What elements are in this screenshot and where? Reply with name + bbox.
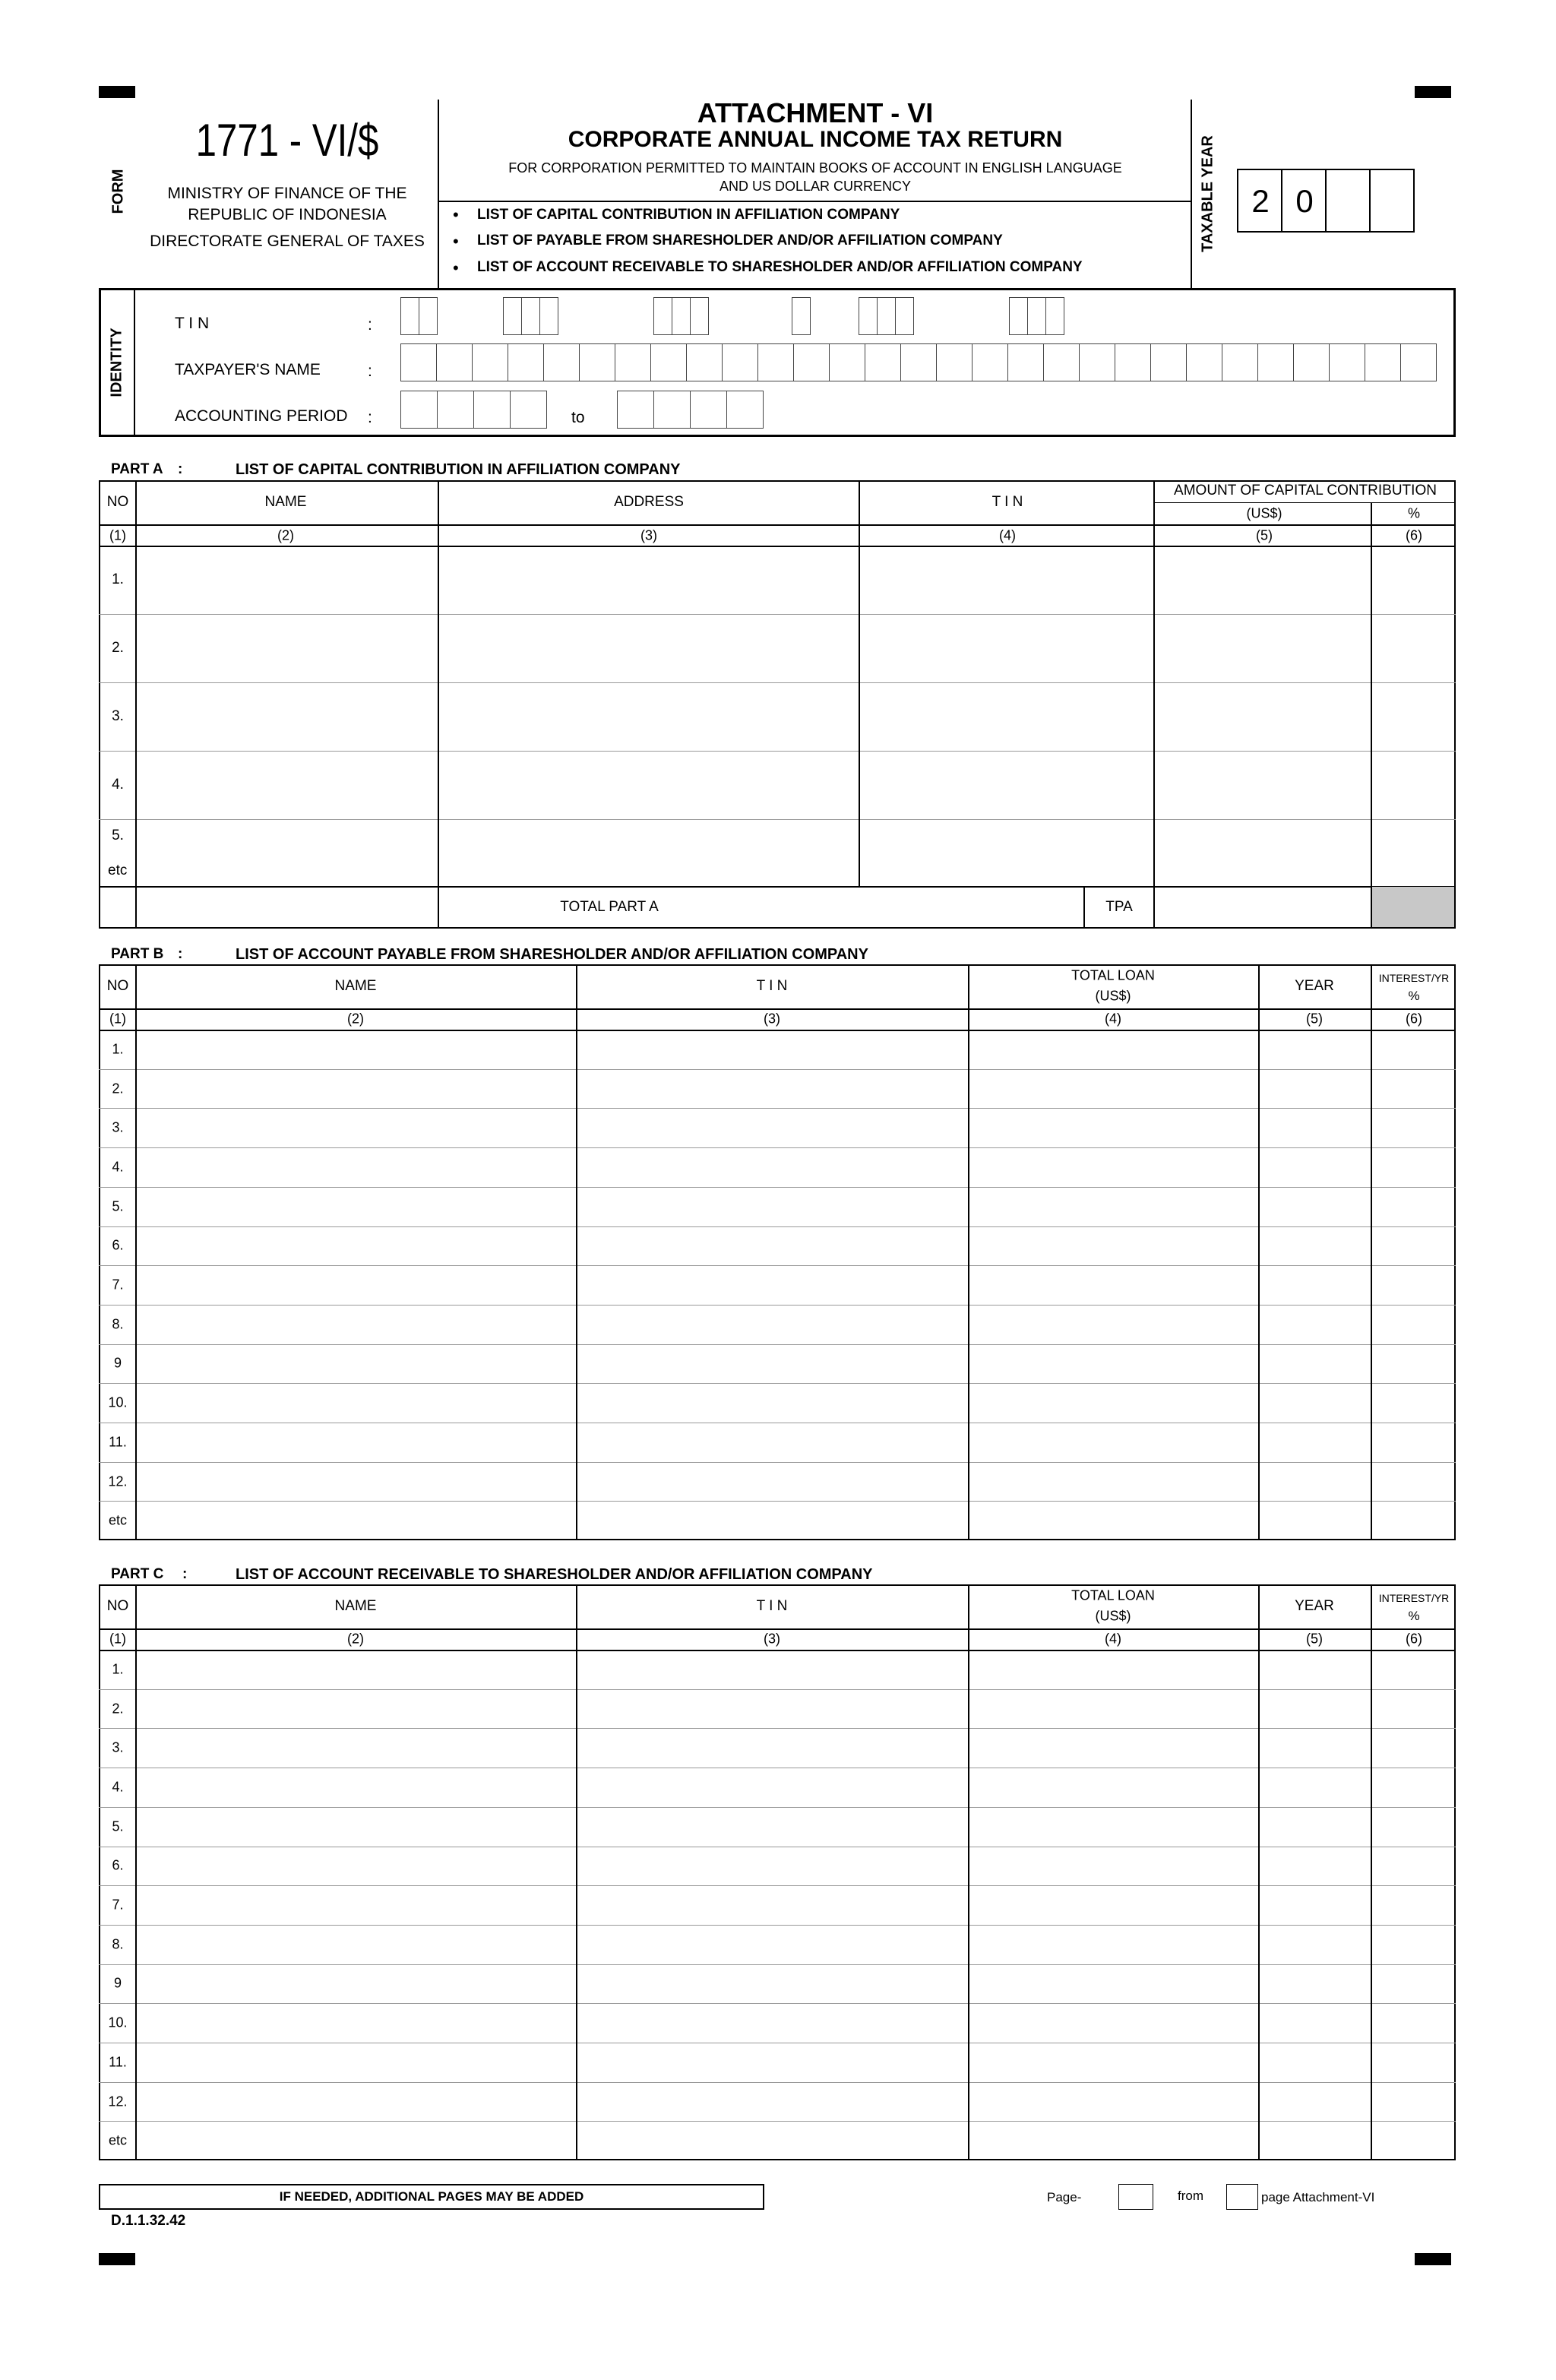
col-number: (5) xyxy=(1256,527,1273,543)
col-divider xyxy=(1371,1584,1372,2160)
part-a-label: PART A xyxy=(111,461,163,477)
col-number: (6) xyxy=(1406,527,1422,543)
row-divider xyxy=(99,1501,1456,1502)
name-char-box[interactable] xyxy=(1115,343,1151,381)
col-header-no: NO xyxy=(106,494,129,510)
tin-char-box[interactable] xyxy=(1009,297,1028,335)
row-number: 2. xyxy=(112,640,124,656)
tin-label: T I N xyxy=(175,315,210,332)
row-number: 1. xyxy=(112,1041,124,1057)
registration-mark-top-right xyxy=(1415,86,1451,98)
col-header-name: NAME xyxy=(334,1598,377,1614)
col-divider xyxy=(135,480,137,929)
row-number: 2. xyxy=(112,1081,124,1097)
name-char-box[interactable] xyxy=(686,343,723,381)
header-middle-rule xyxy=(438,201,1192,202)
col-header-interest: INTEREST/YR xyxy=(1378,1592,1450,1604)
subtitle-line-2: AND US DOLLAR CURRENCY xyxy=(719,179,912,194)
accounting-period-label: ACCOUNTING PERIOD xyxy=(175,407,348,425)
col-header-year: YEAR xyxy=(1295,978,1334,994)
tin-char-box[interactable] xyxy=(1027,297,1046,335)
col-divider xyxy=(135,1584,137,2160)
row-divider xyxy=(99,1728,1456,1729)
row-number: 1. xyxy=(112,571,124,587)
row-divider xyxy=(99,1807,1456,1808)
name-char-box[interactable] xyxy=(1150,343,1187,381)
taxpayer-name-label: TAXPAYER'S NAME xyxy=(175,361,321,378)
name-char-box[interactable] xyxy=(1365,343,1401,381)
name-char-box[interactable] xyxy=(900,343,937,381)
col-header-percent: % xyxy=(1408,1609,1420,1623)
total-pages-box[interactable] xyxy=(1226,2184,1258,2210)
form-vertical-label: FORM xyxy=(109,169,127,214)
row-divider xyxy=(99,1344,1456,1345)
part-b-title: LIST OF ACCOUNT PAYABLE FROM SHARESHOLDER AND/OR AFFILIATION COMPANY xyxy=(236,946,868,963)
row-divider xyxy=(99,1462,1456,1463)
col-number: (2) xyxy=(347,1011,364,1027)
additional-pages-note-text: IF NEEDED, ADDITIONAL PAGES MAY BE ADDED xyxy=(279,2189,584,2204)
attachment-title: ATTACHMENT - VI xyxy=(697,97,934,128)
col-number: (1) xyxy=(109,527,126,543)
row-number: 4. xyxy=(112,1159,124,1175)
row-number: 5. xyxy=(112,1198,124,1214)
row-number: 11. xyxy=(109,1434,127,1450)
total-percent-shaded-cell xyxy=(1372,887,1454,927)
bullet-dot: • xyxy=(453,232,459,251)
col-divider xyxy=(968,964,969,1540)
name-char-box[interactable] xyxy=(1293,343,1330,381)
directorate-label: DIRECTORATE GENERAL OF TAXES xyxy=(150,233,425,250)
col-header-percent: % xyxy=(1407,505,1421,521)
registration-mark-top-left xyxy=(99,86,135,98)
registration-mark-bottom-right xyxy=(1415,2253,1451,2265)
row-number: 6. xyxy=(112,1237,124,1253)
bullet-item-2: LIST OF PAYABLE FROM SHARESHOLDER AND/OR AFFILIATION COMPANY xyxy=(477,233,1003,248)
name-char-box[interactable] xyxy=(615,343,651,381)
tin-char-box[interactable] xyxy=(503,297,522,335)
period-char-box[interactable] xyxy=(437,391,474,429)
col-divider xyxy=(438,480,439,929)
col-divider xyxy=(1371,964,1372,1540)
row-divider xyxy=(99,886,1456,888)
row-number: 6. xyxy=(112,1857,124,1873)
row-number: 11. xyxy=(109,2054,127,2070)
tin-char-box[interactable] xyxy=(792,297,811,335)
identity-vertical-label: IDENTITY xyxy=(108,328,125,397)
part-a-colon: : xyxy=(178,461,183,477)
col-header-total-loan: TOTAL LOAN xyxy=(1071,967,1155,983)
row-divider xyxy=(99,1069,1456,1070)
row-number: 10. xyxy=(108,1394,128,1410)
tin-char-box[interactable] xyxy=(653,297,672,335)
col-divider xyxy=(1153,480,1155,929)
tin-char-box[interactable] xyxy=(672,297,691,335)
part-a-table xyxy=(99,480,1456,929)
row-number: 12. xyxy=(108,1473,128,1489)
taxable-year-label: TAXABLE YEAR xyxy=(1199,135,1216,252)
col-header-usd: (US$) xyxy=(1095,1608,1131,1624)
col-number: (4) xyxy=(999,527,1016,543)
table-frame xyxy=(99,964,1456,1540)
row-divider xyxy=(99,1964,1456,1965)
col-number: (4) xyxy=(1105,1011,1121,1027)
row-divider xyxy=(99,1925,1456,1926)
period-colon: : xyxy=(368,409,372,426)
part-c-title: LIST OF ACCOUNT RECEIVABLE TO SHARESHOLDER AND/OR AFFILIATION COMPANY xyxy=(236,1566,873,1583)
col-number: (6) xyxy=(1406,1631,1422,1647)
period-char-box[interactable] xyxy=(617,391,654,429)
bullet-item-3: LIST OF ACCOUNT RECEIVABLE TO SHARESHOLDER AND/OR AFFILIATION COMPANY xyxy=(477,259,1083,275)
col-number: (4) xyxy=(1105,1631,1121,1647)
name-char-box[interactable] xyxy=(865,343,901,381)
col-number: (5) xyxy=(1306,1631,1323,1647)
name-char-box[interactable] xyxy=(972,343,1008,381)
ministry-line-1: MINISTRY OF FINANCE OF THE xyxy=(167,185,407,202)
name-char-box[interactable] xyxy=(1257,343,1294,381)
row-number: etc xyxy=(108,1512,128,1528)
row-divider xyxy=(99,614,1456,615)
table-frame xyxy=(99,1584,1456,2160)
tin-char-box[interactable] xyxy=(1045,297,1064,335)
row-divider xyxy=(99,1689,1456,1690)
bullet-dot: • xyxy=(453,258,459,277)
row-number: 12. xyxy=(108,2094,128,2109)
col-divider xyxy=(1258,1584,1260,2160)
tin-char-box[interactable] xyxy=(539,297,558,335)
col-divider xyxy=(1258,964,1260,1540)
page-label: Page- xyxy=(1047,2190,1082,2204)
header-divider-left xyxy=(438,100,439,290)
col-divider xyxy=(1371,502,1372,929)
period-char-box[interactable] xyxy=(690,391,727,429)
row-divider xyxy=(99,546,1456,547)
row-divider xyxy=(99,1147,1456,1148)
name-colon: : xyxy=(368,362,372,380)
tin-char-box[interactable] xyxy=(419,297,438,335)
year-digit-box[interactable] xyxy=(1325,169,1371,233)
row-number: 3. xyxy=(112,708,124,724)
col-divider xyxy=(576,964,577,1540)
part-a-etc-label: etc xyxy=(108,862,128,878)
row-divider xyxy=(99,1008,1456,1010)
row-divider xyxy=(99,1650,1456,1651)
part-a-title: LIST OF CAPITAL CONTRIBUTION IN AFFILIATION COMPANY xyxy=(236,461,681,478)
from-label: from xyxy=(1178,2189,1203,2203)
row-number: 8. xyxy=(112,1316,124,1332)
col-divider xyxy=(968,1584,969,2160)
name-char-box[interactable] xyxy=(1079,343,1115,381)
row-number: 3. xyxy=(112,1119,124,1135)
col-header-interest: INTEREST/YR xyxy=(1378,972,1450,984)
name-char-box[interactable] xyxy=(1186,343,1222,381)
part-b-label: PART B xyxy=(111,946,164,962)
col-header-tin: T I N xyxy=(756,1598,788,1614)
year-digit-box[interactable]: 2 xyxy=(1237,169,1282,233)
tpa-label: TPA xyxy=(1105,899,1133,915)
period-char-box[interactable] xyxy=(510,391,547,429)
col-header-percent: % xyxy=(1408,989,1420,1003)
period-char-box[interactable] xyxy=(473,391,511,429)
name-char-box[interactable] xyxy=(1400,343,1437,381)
name-char-box[interactable] xyxy=(579,343,615,381)
year-digit-box[interactable] xyxy=(1369,169,1415,233)
row-number: 4. xyxy=(112,777,124,793)
name-char-box[interactable] xyxy=(829,343,865,381)
row-divider xyxy=(99,1108,1456,1109)
row-number: 9 xyxy=(113,1975,122,1991)
row-number: 5. xyxy=(112,828,124,843)
col-divider xyxy=(576,1584,577,2160)
row-divider xyxy=(99,1226,1456,1227)
row-number: 10. xyxy=(108,2014,128,2030)
row-divider xyxy=(99,751,1456,752)
tin-char-box[interactable] xyxy=(521,297,540,335)
name-char-box[interactable] xyxy=(757,343,794,381)
year-digit-box[interactable]: 0 xyxy=(1281,169,1327,233)
part-b-colon: : xyxy=(178,946,183,962)
col-number: (2) xyxy=(277,527,294,543)
name-char-box[interactable] xyxy=(1329,343,1365,381)
name-char-box[interactable] xyxy=(508,343,544,381)
name-char-box[interactable] xyxy=(400,343,437,381)
registration-mark-bottom-left xyxy=(99,2253,135,2265)
row-number: 9 xyxy=(113,1355,122,1371)
row-number: 2. xyxy=(112,1701,124,1717)
bullet-item-1: LIST OF CAPITAL CONTRIBUTION IN AFFILIATION COMPANY xyxy=(477,207,900,223)
name-char-box[interactable] xyxy=(1043,343,1080,381)
name-char-box[interactable] xyxy=(436,343,473,381)
name-char-box[interactable] xyxy=(1007,343,1044,381)
part-c-colon: : xyxy=(182,1566,188,1582)
row-divider xyxy=(99,1628,1456,1630)
col-header-name: NAME xyxy=(264,494,307,510)
row-number: 3. xyxy=(112,1739,124,1755)
tin-char-box[interactable] xyxy=(895,297,914,335)
col-header-amount: AMOUNT OF CAPITAL CONTRIBUTION xyxy=(1174,483,1437,498)
col-number: (5) xyxy=(1306,1011,1323,1027)
return-title: CORPORATE ANNUAL INCOME TAX RETURN xyxy=(568,127,1063,152)
tin-char-box[interactable] xyxy=(859,297,878,335)
col-number: (6) xyxy=(1406,1011,1422,1027)
row-divider xyxy=(1153,502,1456,503)
col-header-tin: T I N xyxy=(991,494,1023,510)
col-number: (3) xyxy=(764,1011,780,1027)
bullet-dot: • xyxy=(453,205,459,224)
row-divider xyxy=(99,682,1456,683)
col-header-total-loan: TOTAL LOAN xyxy=(1071,1587,1155,1603)
row-divider xyxy=(99,1265,1456,1266)
period-char-box[interactable] xyxy=(726,391,764,429)
row-number: 8. xyxy=(112,1936,124,1952)
part-c-label: PART C xyxy=(111,1566,164,1582)
row-divider xyxy=(99,2003,1456,2004)
row-divider xyxy=(99,2121,1456,2122)
row-divider xyxy=(99,1383,1456,1384)
total-part-a-label: TOTAL PART A xyxy=(560,899,659,915)
col-divider xyxy=(135,964,137,1540)
col-number: (3) xyxy=(764,1631,780,1647)
name-char-box[interactable] xyxy=(650,343,687,381)
row-divider xyxy=(99,1885,1456,1886)
row-number: 1. xyxy=(112,1661,124,1677)
col-number: (1) xyxy=(109,1631,126,1647)
ministry-line-2: REPUBLIC OF INDONESIA xyxy=(188,206,387,223)
row-number: 7. xyxy=(112,1897,124,1913)
row-divider xyxy=(99,2082,1456,2083)
col-header-no: NO xyxy=(106,1598,129,1614)
col-number: (1) xyxy=(109,1011,126,1027)
name-char-box[interactable] xyxy=(793,343,830,381)
header-divider-right xyxy=(1191,100,1192,290)
col-header-year: YEAR xyxy=(1295,1598,1334,1614)
name-char-box[interactable] xyxy=(543,343,580,381)
col-header-usd: (US$) xyxy=(1095,988,1131,1004)
form-code: D.1.1.32.42 xyxy=(111,2213,186,2229)
period-char-box[interactable] xyxy=(653,391,691,429)
identity-divider xyxy=(134,288,135,437)
row-divider xyxy=(99,1030,1456,1031)
page-attachment-label: page Attachment-VI xyxy=(1261,2190,1375,2204)
col-header-tin: T I N xyxy=(756,978,788,994)
col-header-no: NO xyxy=(106,978,129,994)
col-header-name: NAME xyxy=(334,978,377,994)
period-to-label: to xyxy=(571,409,585,426)
name-char-box[interactable] xyxy=(722,343,758,381)
row-divider xyxy=(99,819,1456,820)
col-header-usd: (US$) xyxy=(1246,505,1282,521)
col-number: (3) xyxy=(640,527,657,543)
tin-char-box[interactable] xyxy=(400,297,419,335)
col-divider xyxy=(859,480,860,886)
row-divider xyxy=(99,1305,1456,1306)
name-char-box[interactable] xyxy=(472,343,508,381)
tin-char-box[interactable] xyxy=(877,297,896,335)
period-char-box[interactable] xyxy=(400,391,438,429)
row-divider xyxy=(99,524,1456,526)
col-number: (2) xyxy=(347,1631,364,1647)
tin-char-box[interactable] xyxy=(690,297,709,335)
row-number: 5. xyxy=(112,1818,124,1834)
subtitle-line-1: FOR CORPORATION PERMITTED TO MAINTAIN BOOKS OF ACCOUNT IN ENGLISH LANGUAGE xyxy=(508,160,1122,176)
tin-colon: : xyxy=(368,316,372,334)
name-char-box[interactable] xyxy=(1222,343,1258,381)
row-number: 4. xyxy=(112,1779,124,1795)
form-number: 1771 - VI/$ xyxy=(195,115,379,166)
row-number: 7. xyxy=(112,1277,124,1293)
col-divider xyxy=(1083,886,1085,929)
name-char-box[interactable] xyxy=(936,343,972,381)
row-divider xyxy=(99,1187,1456,1188)
row-number: etc xyxy=(108,2132,128,2148)
col-header-address: ADDRESS xyxy=(614,494,684,510)
page-number-box[interactable] xyxy=(1118,2184,1153,2210)
